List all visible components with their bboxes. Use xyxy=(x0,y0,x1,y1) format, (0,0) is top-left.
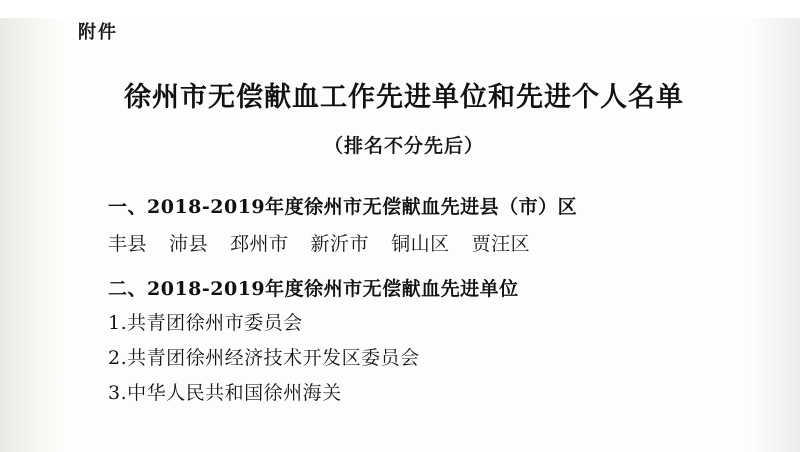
section-counties xyxy=(78,192,730,256)
list-item: 丰县 xyxy=(108,233,148,256)
page-title: 徐州市无偿献血工作先进单位和先进个人名单 xyxy=(124,82,684,113)
document-content xyxy=(0,18,800,406)
list-item: 1.共青团徐州市委员会 xyxy=(108,312,303,335)
attachment-label: 附件 xyxy=(78,22,118,43)
list-item: 2.共青团徐州经济技术开发区委员会 xyxy=(108,347,420,370)
document-page xyxy=(0,18,800,452)
list-item: 邳州市 xyxy=(230,233,289,256)
page-subtitle: （排名不分先后） xyxy=(323,135,484,158)
section-heading-counties: 一、2018-2019年度徐州市无偿献血先进县（市）区 xyxy=(108,196,578,219)
section-units xyxy=(78,274,730,405)
county-list xyxy=(78,229,730,256)
section-heading-units: 二、2018-2019年度徐州市无偿献血先进单位 xyxy=(108,278,519,301)
list-item: 新沂市 xyxy=(310,233,370,256)
list-item: 沛县 xyxy=(169,233,209,256)
list-item: 3.中华人民共和国徐州海关 xyxy=(108,381,342,404)
list-item: 贾汪区 xyxy=(471,233,531,256)
list-item: 铜山区 xyxy=(391,233,450,256)
